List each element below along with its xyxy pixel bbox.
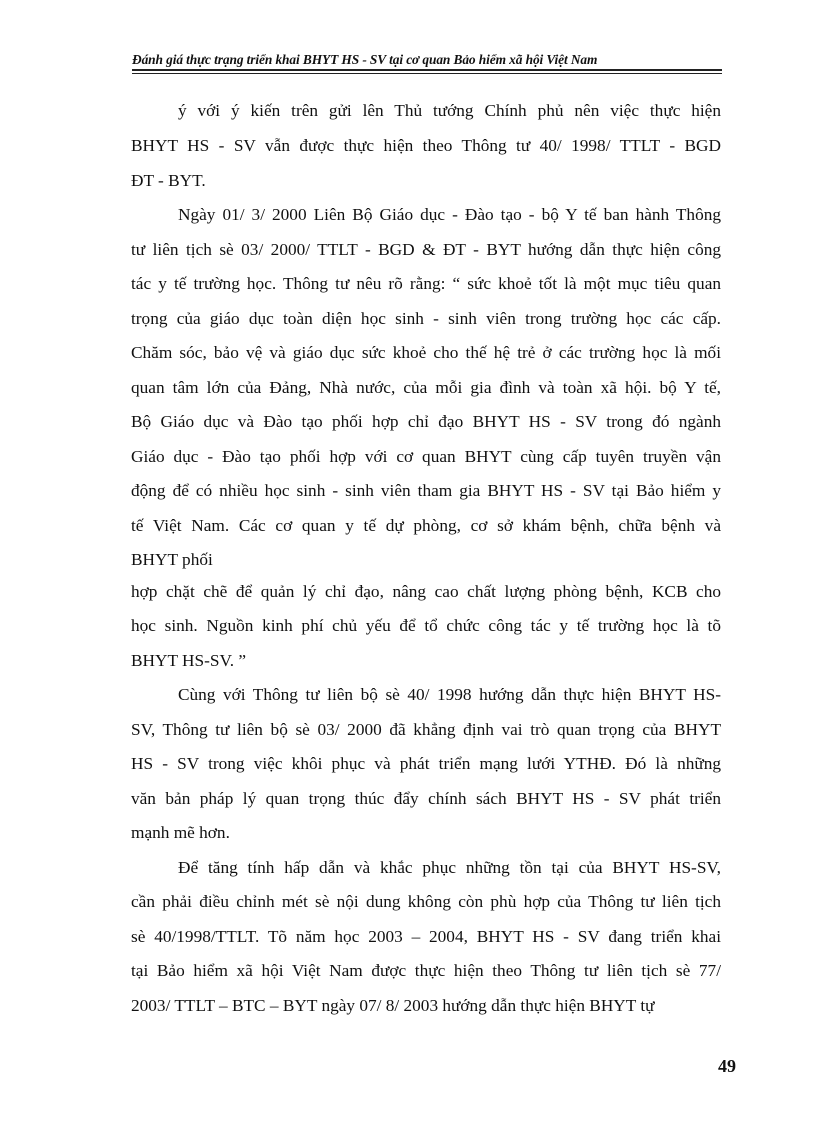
text-line: Bộ Giáo dục và Đào tạo phối hợp chỉ đạo BHYT HS - SV trong đó ngành [131,412,721,431]
text-line: tại Bảo hiểm xã hội Việt Nam được thực hiện theo Thông tư liên tịch sè 77/ [131,961,721,980]
text-line: Để tăng tính hấp dẫn và khắc phục những tồn tại của BHYT HS-SV, [178,858,721,877]
text-line: hợp chặt chẽ để quản lý chỉ đạo, nâng cao chất lượng phòng bệnh, KCB cho [131,582,721,601]
text-line: quan tâm lớn của Đảng, Nhà nước, của mỗi gia đình và toàn xã hội. bộ Y tế, [131,378,721,397]
text-line: ĐT - BYT. [131,171,206,190]
text-line: SV, Thông tư liên bộ sè 03/ 2000 đã khẳng định vai trò quan trọng của BHYT [131,720,721,739]
text-line: tế Việt Nam. Các cơ quan y tế dự phòng, cơ sở khám bệnh, chữa bệnh và [131,516,721,535]
text-line: động để có nhiều học sinh - sinh viên tham gia BHYT HS - SV tại Bảo hiểm y [131,481,721,500]
text-line: tư liên tịch sè 03/ 2000/ TTLT - BGD & ĐT - BYT hướng dẫn thực hiện công [131,240,721,259]
text-line: Giáo dục - Đào tạo phối hợp với cơ quan BHYT cùng cấp tuyên truyền vận [131,447,721,466]
text-line: 2003/ TTLT – BTC – BYT ngày 07/ 8/ 2003 hướng dẫn thực hiện BHYT tự [131,996,655,1015]
text-line: BHYT HS-SV. ” [131,651,247,670]
text-line: học sinh. Nguồn kinh phí chủ yếu để tổ chức công tác y tế trường học là tõ [131,616,721,635]
text-line: BHYT phối [131,550,213,569]
text-line: Cùng với Thông tư liên bộ sè 40/ 1998 hướng dẫn thực hiện BHYT HS- [178,685,721,704]
text-line: mạnh mẽ hơn. [131,823,230,842]
page-number: 49 [718,1056,736,1076]
header-title: Đánh giá thực trạng triển khai BHYT HS - SV tại cơ quan Bảo hiểm xã hội Việt Nam [132,52,598,67]
text-line: trọng của giáo dục toàn diện học sinh - sinh viên trong trường học các cấp. [131,309,721,328]
text-line: sè 40/1998/TTLT. Tõ năm học 2003 – 2004, BHYT HS - SV đang triển khai [131,927,721,946]
text-line: văn bản pháp lý quan trọng thúc đẩy chính sách BHYT HS - SV phát triển [131,789,721,808]
text-line: cần phải điều chỉnh mét sè nội dung không còn phù hợp của Thông tư liên tịch [131,892,721,911]
text-line: Ngày 01/ 3/ 2000 Liên Bộ Giáo dục - Đào tạo - bộ Y tế ban hành Thông [178,205,721,224]
text-line: ý với ý kiến trên gửi lên Thủ tướng Chính phủ nên việc thực hiện [178,101,721,120]
text-line: tác y tế trường học. Thông tư nêu rõ rằng: “ sức khoẻ tốt là một mục tiêu quan [131,274,721,293]
text-line: BHYT HS - SV vẫn được thực hiện theo Thông tư 40/ 1998/ TTLT - BGD [131,136,721,155]
text-line: HS - SV trong việc khôi phục và phát triển mạng lưới YTHĐ. Đó là những [131,754,721,773]
text-line: Chăm sóc, bảo vệ và giáo dục sức khoẻ cho thế hệ trẻ ở các trường học là mối [131,343,721,362]
